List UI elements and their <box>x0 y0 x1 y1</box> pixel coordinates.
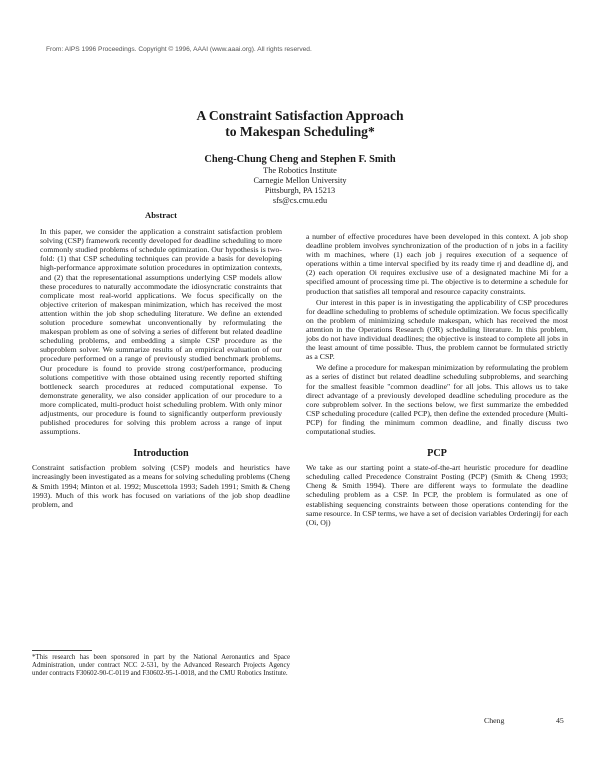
copyright-note: From: AIPS 1996 Proceedings. Copyright © 1996, AAAI (www.aaai.org). All rights reserved. <box>46 46 312 53</box>
title-line-2: to Makespan Scheduling* <box>225 124 375 139</box>
affiliation <box>0 166 600 206</box>
right-paragraph-3: We define a procedure for makespan minimization by reformulating the problem as a series of distinct but related deadline scheduling subproblems, and searching for the smallest feasible "common deadline" for all jobs. This allows us to take direct advantage of a previously developed deadline scheduling procedure as the core subproblem solver. In the sections below, we first summarize the embedded CSP scheduling procedure (called PCP), then define the extended procedure (Multi-PCP) for finding the minimum common deadline, and finally discuss two computational studies. <box>306 363 568 436</box>
affiliation-email: sfs@cs.cmu.edu <box>272 196 328 205</box>
footnote-rule <box>32 650 92 651</box>
title-line-1: A Constraint Satisfaction Approach <box>196 108 404 123</box>
footer-author: Cheng <box>484 716 505 725</box>
left-column <box>32 211 290 509</box>
affiliation-university: Carnegie Mellon University <box>253 176 347 185</box>
paper-title <box>0 108 600 140</box>
introduction-heading: Introduction <box>133 448 189 460</box>
affiliation-institute: The Robotics Institute <box>263 166 337 175</box>
footnote: *This research has been sponsored in part by the National Aeronautics and Space Administration, under contract NCC 2-531, by the Advanced Research Projects Agency under contracts F30602-90-C-0119 and F30602-95-1-0018, and the CMU Robotics Institute. <box>32 654 290 677</box>
affiliation-address: Pittsburgh, PA 15213 <box>264 186 336 195</box>
pcp-paragraph: We take as our starting point a state-of-the-art heuristic procedure for deadline scheduling called Precedence Constraint Posting (PCP) (Smith & Cheng 1993; Cheng & Smith 1994). There are different ways to formulate the deadline scheduling problem as a CSP. In PCP, the problem is formulated as one of establishing sequencing constraints between those operations contending for the same resource. In CSP terms, we have a set of decision variables Orderingij for each (Oi, Oj) <box>306 463 568 527</box>
right-paragraph-1: a number of effective procedures have been developed in this context. A job shop deadline problem involves synchronization of the production of n jobs in a facility with m machines, where (1) each job j requires execution of a sequence of operations within a time interval specified by its ready time rj and deadline dj, and (2) each operation Oi requires exclusive use of a designated machine Mi for a specified amount of processing time pi. The objective is to determine a schedule for production that satisfies all temporal and resource capacity constraints. <box>306 232 568 296</box>
abstract-text: In this paper, we consider the application a constraint satisfaction problem solving (CSP) framework recently developed for deadline scheduling to more commonly studied problems of schedule optimization. Our hypothesis is two-fold: (1) that CSP scheduling techniques can provide a basis for developing high-performance approximate solution procedures in optimization contexts, and (2) that the representational assumptions underlying CSP models allow these procedures to naturally accommodate the idiosyncratic constraints that complicate most real-world applications. We focus specifically on the objective criterion of makespan minimization, which has received the most attention within the job shop scheduling literature. We define an extended solution procedure somewhat unconventionally by reformulating the makespan problem as one of solving a series of different but related deadline scheduling problems, and embedding a simple CSP procedure as the subproblem solver. We summarize results of an empirical evaluation of our procedure performed on a range of previously studied benchmark problems. Our procedure is found to provide strong cost/performance, producing solutions competitive with those obtained using recently reported shifting bottleneck search procedures at reduced computational expense. To demonstrate generality, we also consider application of our procedure to a more complicated, multi-product hoist scheduling problem. With only minor adjustments, our procedure is found to significantly outperform previously published procedures for solving this problem across a range of input assumptions. <box>40 227 282 437</box>
authors: Cheng-Chung Cheng and Stephen F. Smith <box>204 154 396 165</box>
pcp-heading: PCP <box>427 448 447 460</box>
page-number: 45 <box>556 716 564 725</box>
right-column <box>306 232 568 527</box>
introduction-text: Constraint satisfaction problem solving (CSP) models and heuristics have increasingly been investigated as a means for solving scheduling problems (Cheng & Smith 1994; Minton et al. 1992; Muscettola 1993; Sadeh 1991; Smith & Cheng 1993). Much of this work has focused on variations of the job shop deadline problem, and <box>32 463 290 509</box>
right-paragraph-2: Our interest in this paper is in investigating the applicability of CSP procedures for deadline scheduling to problems of schedule optimization. We focus specifically on the problem of minimizing schedule makespan, which has received the most attention in the Operations Research (OR) scheduling literature. In this problem, jobs do not have individual deadlines; the objective is instead to complete all jobs in the least amount of time possible. Thus, the problem cannot be formulated strictly as a CSP. <box>306 297 568 362</box>
abstract-heading: Abstract <box>145 210 177 220</box>
